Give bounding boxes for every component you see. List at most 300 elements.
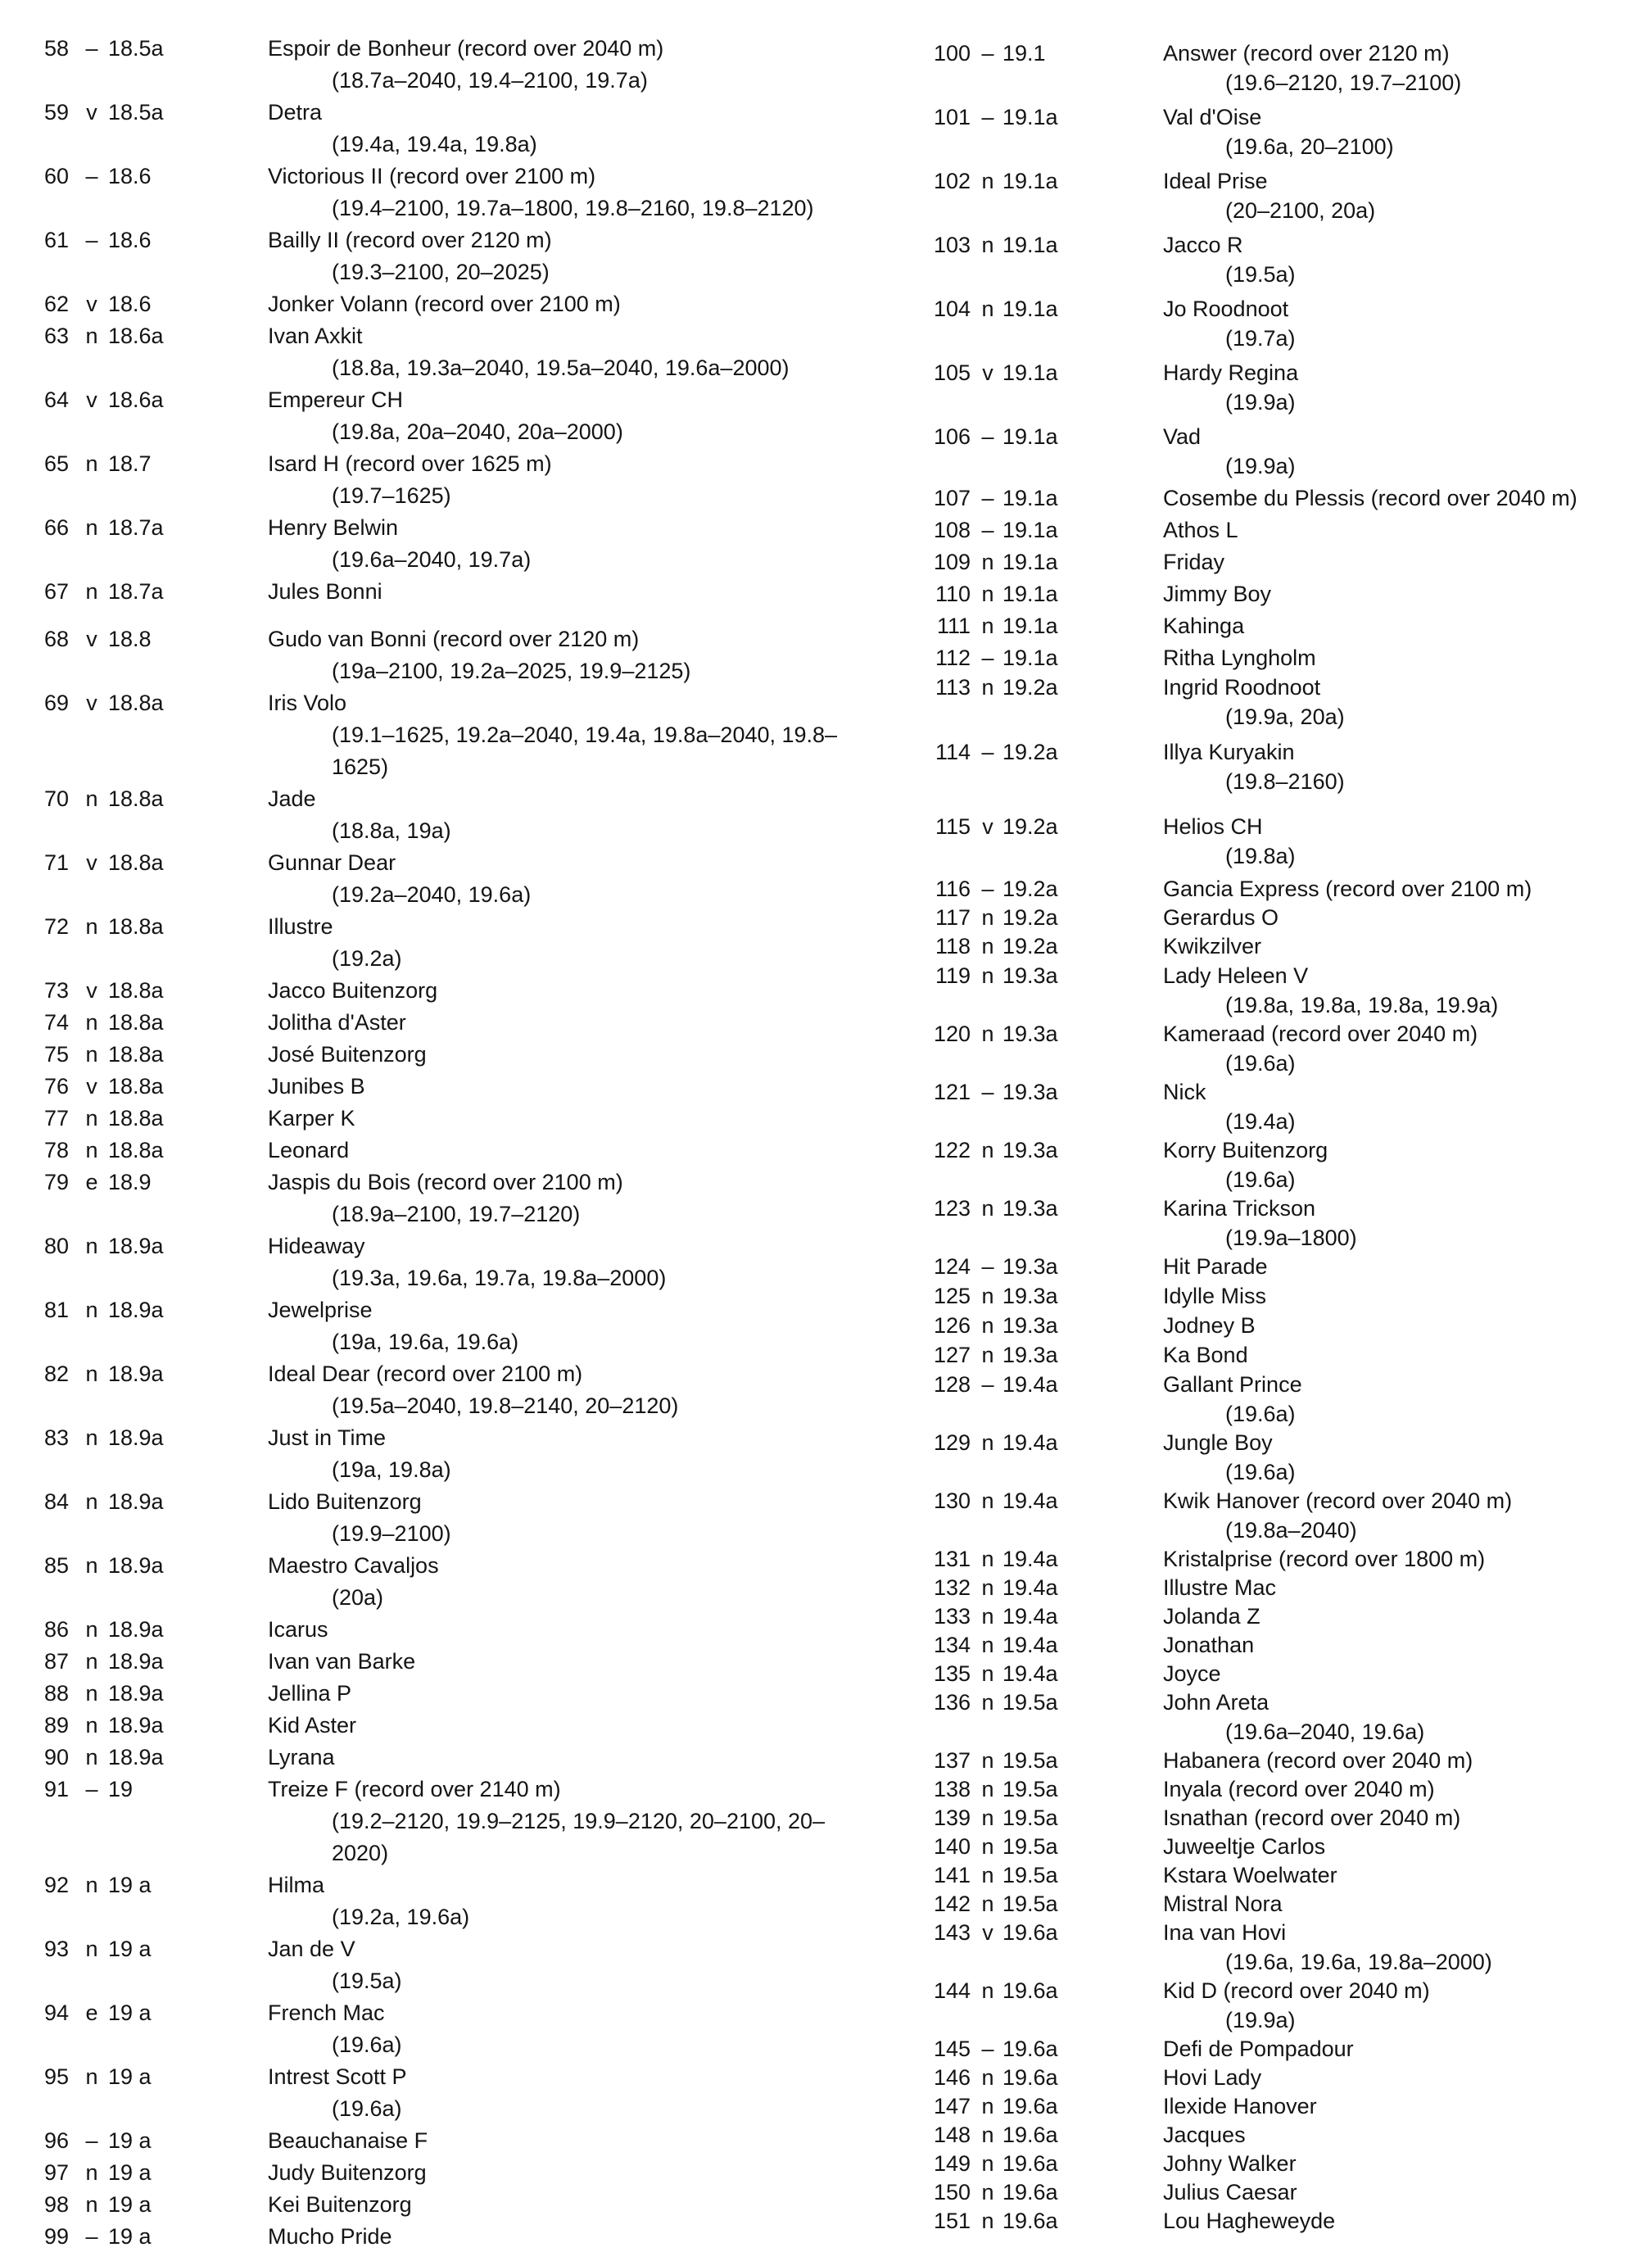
entry-code: e bbox=[85, 1170, 98, 1194]
entry-number: 123 bbox=[933, 1196, 971, 1221]
horse-name: Jade bbox=[268, 786, 316, 811]
horse-name: Athos L bbox=[1163, 518, 1238, 542]
entry-code: n bbox=[981, 934, 994, 958]
entry-code: v bbox=[86, 387, 97, 412]
entry-number: 63 bbox=[43, 324, 69, 348]
horse-name: Jaspis du Bois (record over 2100 m) bbox=[268, 1170, 623, 1194]
horse-name: Kwik Hanover (record over 2040 m) bbox=[1163, 1488, 1513, 1513]
entry-code: n bbox=[981, 1284, 994, 1308]
entry-code: – bbox=[981, 486, 994, 510]
entry-number: 141 bbox=[933, 1863, 971, 1887]
entry-time: 19.1a bbox=[1003, 582, 1058, 606]
entry-time: 19.3a bbox=[1003, 1022, 1058, 1046]
entry-code: n bbox=[85, 914, 98, 939]
entry-code: n bbox=[85, 1010, 98, 1035]
record-details: (19.9a) bbox=[1225, 2008, 1296, 2032]
entry-code: n bbox=[981, 1978, 994, 2003]
horse-name: Judy Buitenzorg bbox=[268, 2160, 427, 2185]
entry-code: v bbox=[982, 1920, 993, 1945]
entry-code: n bbox=[981, 2209, 994, 2233]
entry-time: 19.5a bbox=[1003, 1690, 1058, 1715]
entry-number: 103 bbox=[933, 233, 971, 257]
horse-name: Beauchanaise F bbox=[268, 2128, 428, 2153]
entry-number: 148 bbox=[933, 2123, 971, 2147]
record-details: (18.9a–2100, 19.7–2120) bbox=[332, 1202, 581, 1226]
horse-name: Cosembe du Plessis (record over 2040 m) bbox=[1163, 486, 1577, 510]
entry-number: 97 bbox=[43, 2160, 69, 2185]
horse-name: Ilexide Hanover bbox=[1163, 2094, 1317, 2118]
horse-name: Mucho Pride bbox=[268, 2224, 392, 2249]
entry-time: 19.6a bbox=[1003, 2094, 1058, 2118]
horse-name: Jolanda Z bbox=[1163, 1604, 1260, 1629]
entry-code: n bbox=[981, 1138, 994, 1162]
horse-name: Idylle Miss bbox=[1163, 1284, 1267, 1308]
entry-number: 77 bbox=[43, 1106, 69, 1130]
record-details: (19.8a–2040) bbox=[1225, 1518, 1357, 1543]
entry-code: v bbox=[86, 978, 97, 1003]
entry-number: 143 bbox=[933, 1920, 971, 1945]
entry-code: n bbox=[85, 515, 98, 540]
horse-name: Empereur CH bbox=[268, 387, 404, 412]
record-details: (19.4–2100, 19.7a–1800, 19.8–2160, 19.8–2120) bbox=[332, 196, 814, 220]
entry-code: n bbox=[981, 2065, 994, 2090]
entry-code: n bbox=[85, 1425, 98, 1450]
entry-time: 19.2a bbox=[1003, 740, 1058, 764]
record-details: (19.6a) bbox=[1225, 1460, 1296, 1484]
entry-code: n bbox=[85, 1681, 98, 1706]
horse-name: Ritha Lyngholm bbox=[1163, 646, 1316, 670]
entry-time: 19.6a bbox=[1003, 1978, 1058, 2003]
entry-number: 71 bbox=[43, 850, 69, 875]
entry-code: n bbox=[981, 963, 994, 988]
entry-time: 18.9 bbox=[108, 1170, 152, 1194]
horse-name: Hit Parade bbox=[1163, 1254, 1268, 1279]
entry-number: 117 bbox=[935, 905, 971, 930]
entry-number: 133 bbox=[933, 1604, 971, 1629]
horse-name: Gancia Express (record over 2100 m) bbox=[1163, 877, 1532, 901]
entry-time: 19.1a bbox=[1003, 614, 1058, 638]
record-details: (19.6a–2040, 19.7a) bbox=[332, 547, 532, 572]
horse-name: Inyala (record over 2040 m) bbox=[1163, 1777, 1435, 1801]
entry-code: n bbox=[85, 1617, 98, 1642]
entry-number: 124 bbox=[933, 1254, 971, 1279]
horse-name: Illustre bbox=[268, 914, 333, 939]
entry-time: 18.6 bbox=[108, 228, 152, 252]
entry-time: 18.9a bbox=[108, 1362, 164, 1386]
entry-time: 19.5a bbox=[1003, 1834, 1058, 1859]
record-details: (20–2100, 20a) bbox=[1225, 198, 1376, 223]
entry-code: v bbox=[86, 1074, 97, 1099]
entry-number: 114 bbox=[935, 740, 971, 764]
entry-code: n bbox=[85, 1234, 98, 1258]
entry-code: n bbox=[981, 550, 994, 574]
entry-code: n bbox=[85, 1042, 98, 1067]
record-details: (19.3a, 19.6a, 19.7a, 19.8a–2000) bbox=[332, 1266, 667, 1290]
entry-number: 68 bbox=[43, 627, 69, 651]
entry-number: 94 bbox=[43, 2000, 69, 2025]
entry-time: 19.5a bbox=[1003, 1748, 1058, 1773]
horse-name: Ka Bond bbox=[1163, 1343, 1248, 1367]
entry-number: 91 bbox=[43, 1777, 69, 1801]
entry-time: 19 a bbox=[108, 2224, 152, 2249]
entry-time: 19.3a bbox=[1003, 1196, 1058, 1221]
entry-number: 116 bbox=[935, 877, 971, 901]
entry-time: 19.1a bbox=[1003, 169, 1058, 193]
entry-time: 19.1a bbox=[1003, 105, 1058, 129]
horse-name: Hilma bbox=[268, 1873, 325, 1897]
entry-time: 19 a bbox=[108, 1937, 152, 1961]
entry-code: – bbox=[981, 1080, 994, 1104]
horse-name: Helios CH bbox=[1163, 814, 1263, 839]
entry-number: 109 bbox=[933, 550, 971, 574]
entry-code: n bbox=[85, 1298, 98, 1322]
entry-code: n bbox=[981, 675, 994, 700]
entry-number: 107 bbox=[933, 486, 971, 510]
record-details: (19.6a) bbox=[1225, 1167, 1296, 1192]
entry-number: 74 bbox=[43, 1010, 69, 1035]
entry-code: – bbox=[981, 2037, 994, 2061]
entry-number: 88 bbox=[43, 1681, 69, 1706]
horse-name: Jungle Boy bbox=[1163, 1430, 1273, 1455]
entry-time: 19.3a bbox=[1003, 1254, 1058, 1279]
entry-code: – bbox=[981, 1372, 994, 1397]
entry-time: 18.9a bbox=[108, 1681, 164, 1706]
entry-time: 19.4a bbox=[1003, 1430, 1058, 1455]
record-details: (19.5a) bbox=[1225, 262, 1296, 287]
horse-name: Kei Buitenzorg bbox=[268, 2192, 412, 2217]
entry-number: 81 bbox=[43, 1298, 69, 1322]
horse-name: Friday bbox=[1163, 550, 1225, 574]
entry-number: 61 bbox=[43, 228, 69, 252]
entry-number: 85 bbox=[43, 1553, 69, 1578]
entry-code: n bbox=[85, 324, 98, 348]
entry-time: 18.6a bbox=[108, 387, 164, 412]
entry-code: e bbox=[85, 2000, 98, 2025]
entry-code: n bbox=[981, 582, 994, 606]
horse-name: Jacco R bbox=[1163, 233, 1243, 257]
entry-number: 129 bbox=[933, 1430, 971, 1455]
horse-name: Icarus bbox=[268, 1617, 328, 1642]
entry-code: n bbox=[981, 1661, 994, 1686]
entry-number: 92 bbox=[43, 1873, 69, 1897]
entry-code: – bbox=[85, 36, 98, 61]
entry-number: 60 bbox=[43, 164, 69, 188]
horse-name: Jewelprise bbox=[268, 1298, 373, 1322]
horse-name: Lou Hagheweyde bbox=[1163, 2209, 1336, 2233]
entry-number: 100 bbox=[933, 41, 971, 66]
entry-code: n bbox=[981, 169, 994, 193]
entry-time: 19.1 bbox=[1003, 41, 1046, 66]
entry-time: 18.5a bbox=[108, 100, 164, 125]
entry-code: n bbox=[981, 1022, 994, 1046]
entry-time: 18.9a bbox=[108, 1617, 164, 1642]
entry-number: 89 bbox=[43, 1713, 69, 1738]
entry-code: – bbox=[981, 424, 994, 449]
entry-code: n bbox=[981, 1863, 994, 1887]
entry-number: 142 bbox=[933, 1892, 971, 1916]
entry-code: n bbox=[981, 1806, 994, 1830]
entry-code: – bbox=[85, 2224, 98, 2249]
entry-code: n bbox=[981, 1690, 994, 1715]
entry-number: 64 bbox=[43, 387, 69, 412]
horse-name: French Mac bbox=[268, 2000, 385, 2025]
horse-name: Junibes B bbox=[268, 1074, 365, 1099]
record-details: (20a) bbox=[332, 1585, 384, 1610]
horse-name: Julius Caesar bbox=[1163, 2180, 1297, 2204]
entry-time: 19.4a bbox=[1003, 1547, 1058, 1571]
entry-time: 18.8a bbox=[108, 1138, 164, 1162]
horse-name: Lady Heleen V bbox=[1163, 963, 1309, 988]
entry-number: 139 bbox=[933, 1806, 971, 1830]
horse-name: Jonathan bbox=[1163, 1633, 1255, 1657]
entry-number: 146 bbox=[933, 2065, 971, 2090]
entry-code: n bbox=[981, 1633, 994, 1657]
record-details: (19.8a, 20a–2040, 20a–2000) bbox=[332, 419, 623, 444]
entry-time: 18.6 bbox=[108, 292, 152, 316]
entry-code: – bbox=[981, 877, 994, 901]
entry-time: 19 a bbox=[108, 1873, 152, 1897]
record-details: (19.9a–1800) bbox=[1225, 1226, 1357, 1250]
record-details: (19.6a, 20–2100) bbox=[1225, 134, 1394, 159]
entry-code: n bbox=[85, 1713, 98, 1738]
entry-code: n bbox=[981, 1196, 994, 1221]
record-details: (19.6a–2040, 19.6a) bbox=[1225, 1720, 1425, 1744]
horse-name: Juweeltje Carlos bbox=[1163, 1834, 1326, 1859]
horse-name: José Buitenzorg bbox=[268, 1042, 427, 1067]
horse-name: Kstara Woelwater bbox=[1163, 1863, 1337, 1887]
record-details: 1625) bbox=[332, 754, 389, 779]
entry-time: 19.1a bbox=[1003, 297, 1058, 321]
record-details: (19.7a) bbox=[1225, 326, 1296, 351]
entry-number: 82 bbox=[43, 1362, 69, 1386]
horse-name: Treize F (record over 2140 m) bbox=[268, 1777, 561, 1801]
entry-time: 18.8a bbox=[108, 1010, 164, 1035]
entry-number: 104 bbox=[933, 297, 971, 321]
entry-code: n bbox=[85, 786, 98, 811]
entry-code: n bbox=[981, 1604, 994, 1629]
entry-number: 59 bbox=[43, 100, 69, 125]
record-details: (19.8a) bbox=[1225, 844, 1296, 868]
horse-name: Ivan van Barke bbox=[268, 1649, 416, 1674]
entry-number: 69 bbox=[43, 691, 69, 715]
entry-time: 18.8a bbox=[108, 1074, 164, 1099]
entry-code: n bbox=[981, 1834, 994, 1859]
horse-name: Bailly II (record over 2120 m) bbox=[268, 228, 552, 252]
entry-number: 111 bbox=[936, 614, 971, 638]
entry-time: 19 a bbox=[108, 2064, 152, 2089]
record-details: (19.3–2100, 20–2025) bbox=[332, 260, 550, 284]
entry-time: 19.2a bbox=[1003, 675, 1058, 700]
entry-time: 18.7a bbox=[108, 515, 164, 540]
record-details: (19.2a) bbox=[332, 946, 402, 971]
entry-code: – bbox=[981, 740, 994, 764]
entry-number: 101 bbox=[933, 105, 971, 129]
horse-name: Kahinga bbox=[1163, 614, 1245, 638]
horse-name: Henry Belwin bbox=[268, 515, 399, 540]
entry-time: 18.8a bbox=[108, 1042, 164, 1067]
entry-code: – bbox=[981, 646, 994, 670]
horse-name: Gerardus O bbox=[1163, 905, 1279, 930]
horse-name: Lido Buitenzorg bbox=[268, 1489, 422, 1514]
horse-name: Gunnar Dear bbox=[268, 850, 396, 875]
horse-name: Detra bbox=[268, 100, 323, 125]
entry-number: 95 bbox=[43, 2064, 69, 2089]
entry-time: 18.6a bbox=[108, 324, 164, 348]
horse-name: Ideal Dear (record over 2100 m) bbox=[268, 1362, 583, 1386]
horse-name: Nick bbox=[1163, 1080, 1206, 1104]
entry-number: 86 bbox=[43, 1617, 69, 1642]
entry-number: 110 bbox=[935, 582, 971, 606]
entry-number: 128 bbox=[933, 1372, 971, 1397]
entry-number: 83 bbox=[43, 1425, 69, 1450]
entry-code: n bbox=[85, 579, 98, 604]
entry-number: 145 bbox=[933, 2037, 971, 2061]
record-details: (19.8a, 19.8a, 19.8a, 19.9a) bbox=[1225, 993, 1499, 1017]
entry-code: n bbox=[85, 2160, 98, 2185]
entry-code: n bbox=[85, 1106, 98, 1130]
entry-number: 122 bbox=[933, 1138, 971, 1162]
record-details: (19.6–2120, 19.7–2100) bbox=[1225, 70, 1462, 95]
horse-name: Kameraad (record over 2040 m) bbox=[1163, 1022, 1478, 1046]
entry-number: 73 bbox=[43, 978, 69, 1003]
entry-number: 112 bbox=[935, 646, 971, 670]
entry-number: 108 bbox=[933, 518, 971, 542]
record-details: (19.4a, 19.4a, 19.8a) bbox=[332, 132, 537, 156]
entry-time: 19.2a bbox=[1003, 877, 1058, 901]
entry-number: 134 bbox=[933, 1633, 971, 1657]
entry-number: 99 bbox=[43, 2224, 69, 2249]
entry-code: – bbox=[981, 41, 994, 66]
entry-code: – bbox=[981, 1254, 994, 1279]
horse-name: Jules Bonni bbox=[268, 579, 382, 604]
horse-name: Jellina P bbox=[268, 1681, 352, 1706]
record-details: (18.8a, 19.3a–2040, 19.5a–2040, 19.6a–2000) bbox=[332, 356, 790, 380]
entry-time: 19 bbox=[108, 1777, 134, 1801]
entry-code: v bbox=[86, 292, 97, 316]
entry-time: 19.1a bbox=[1003, 646, 1058, 670]
record-details: (18.7a–2040, 19.4–2100, 19.7a) bbox=[332, 68, 648, 93]
record-details: (19.2a, 19.6a) bbox=[332, 1905, 470, 1929]
entry-time: 19.6a bbox=[1003, 2065, 1058, 2090]
record-details: (19a–2100, 19.2a–2025, 19.9–2125) bbox=[332, 659, 691, 683]
horse-name: Defi de Pompadour bbox=[1163, 2037, 1354, 2061]
entry-number: 121 bbox=[933, 1080, 971, 1104]
entry-number: 125 bbox=[933, 1284, 971, 1308]
entry-time: 19.4a bbox=[1003, 1633, 1058, 1657]
entry-time: 18.9a bbox=[108, 1553, 164, 1578]
entry-time: 18.8a bbox=[108, 1106, 164, 1130]
entry-time: 18.8a bbox=[108, 786, 164, 811]
record-details: (19.6a) bbox=[332, 2032, 402, 2057]
entry-code: – bbox=[85, 1777, 98, 1801]
record-details: (19.4a) bbox=[1225, 1109, 1296, 1134]
record-details: (19.8–2160) bbox=[1225, 769, 1345, 794]
entry-time: 19.6a bbox=[1003, 2151, 1058, 2176]
record-details: (19.6a, 19.6a, 19.8a–2000) bbox=[1225, 1950, 1492, 1974]
entry-number: 136 bbox=[933, 1690, 971, 1715]
horse-name: Joyce bbox=[1163, 1661, 1221, 1686]
horse-name: Jacco Buitenzorg bbox=[268, 978, 438, 1003]
horse-name: Vad bbox=[1163, 424, 1202, 449]
entry-code: – bbox=[85, 2128, 98, 2153]
entry-number: 72 bbox=[43, 914, 69, 939]
entry-time: 19.1a bbox=[1003, 233, 1058, 257]
entry-code: n bbox=[981, 297, 994, 321]
entry-time: 19 a bbox=[108, 2128, 152, 2153]
entry-time: 19.5a bbox=[1003, 1806, 1058, 1830]
entry-time: 19.5a bbox=[1003, 1892, 1058, 1916]
entry-code: n bbox=[981, 1488, 994, 1513]
entry-time: 18.7a bbox=[108, 579, 164, 604]
record-details: (19.1–1625, 19.2a–2040, 19.4a, 19.8a–2040, 19.8– bbox=[332, 723, 838, 747]
record-details: (19.9a) bbox=[1225, 390, 1296, 415]
entry-number: 118 bbox=[935, 934, 971, 958]
horse-name: Ingrid Roodnoot bbox=[1163, 675, 1321, 700]
entry-number: 140 bbox=[933, 1834, 971, 1859]
entry-code: – bbox=[981, 105, 994, 129]
entry-number: 90 bbox=[43, 1745, 69, 1769]
entry-time: 19.3a bbox=[1003, 1313, 1058, 1338]
entry-code: v bbox=[982, 360, 993, 385]
entry-number: 58 bbox=[43, 36, 69, 61]
entry-number: 102 bbox=[933, 169, 971, 193]
entry-time: 19.4a bbox=[1003, 1488, 1058, 1513]
record-details: (19.5a) bbox=[332, 1969, 402, 1993]
entry-code: – bbox=[981, 518, 994, 542]
entry-number: 137 bbox=[933, 1748, 971, 1773]
entry-number: 96 bbox=[43, 2128, 69, 2153]
entry-time: 19.4a bbox=[1003, 1604, 1058, 1629]
entry-time: 18.8a bbox=[108, 978, 164, 1003]
record-details: (19a, 19.6a, 19.6a) bbox=[332, 1330, 519, 1354]
horse-name: Gallant Prince bbox=[1163, 1372, 1302, 1397]
entry-number: 135 bbox=[933, 1661, 971, 1686]
entry-code: n bbox=[981, 2151, 994, 2176]
entry-time: 19.1a bbox=[1003, 518, 1058, 542]
horse-name: Leonard bbox=[268, 1138, 350, 1162]
horse-name: Jacques bbox=[1163, 2123, 1246, 2147]
entry-number: 66 bbox=[43, 515, 69, 540]
entry-code: n bbox=[981, 2094, 994, 2118]
record-details: (19.2–2120, 19.9–2125, 19.9–2120, 20–2100, 20– bbox=[332, 1809, 826, 1833]
entry-code: v bbox=[86, 100, 97, 125]
horse-name: Ina van Hovi bbox=[1163, 1920, 1287, 1945]
entry-time: 19.4a bbox=[1003, 1372, 1058, 1397]
entry-time: 19 a bbox=[108, 2160, 152, 2185]
record-details: (19.6a) bbox=[1225, 1051, 1296, 1076]
entry-time: 19 a bbox=[108, 2000, 152, 2025]
entry-number: 62 bbox=[43, 292, 69, 316]
entry-number: 87 bbox=[43, 1649, 69, 1674]
entry-code: n bbox=[981, 905, 994, 930]
horse-name: Kristalprise (record over 1800 m) bbox=[1163, 1547, 1486, 1571]
horse-name: Victorious II (record over 2100 m) bbox=[268, 164, 596, 188]
entry-code: n bbox=[85, 1553, 98, 1578]
horse-name: Illya Kuryakin bbox=[1163, 740, 1295, 764]
horse-name: Jolitha d'Aster bbox=[268, 1010, 406, 1035]
entry-number: 151 bbox=[933, 2209, 971, 2233]
entry-time: 19.6a bbox=[1003, 2037, 1058, 2061]
horse-name: Lyrana bbox=[268, 1745, 335, 1769]
horse-name: Ideal Prise bbox=[1163, 169, 1268, 193]
entry-number: 119 bbox=[935, 963, 971, 988]
entry-number: 98 bbox=[43, 2192, 69, 2217]
entry-number: 130 bbox=[933, 1488, 971, 1513]
entry-code: v bbox=[86, 850, 97, 875]
entry-time: 19.5a bbox=[1003, 1777, 1058, 1801]
entry-code: n bbox=[85, 2064, 98, 2089]
entry-code: n bbox=[981, 2123, 994, 2147]
